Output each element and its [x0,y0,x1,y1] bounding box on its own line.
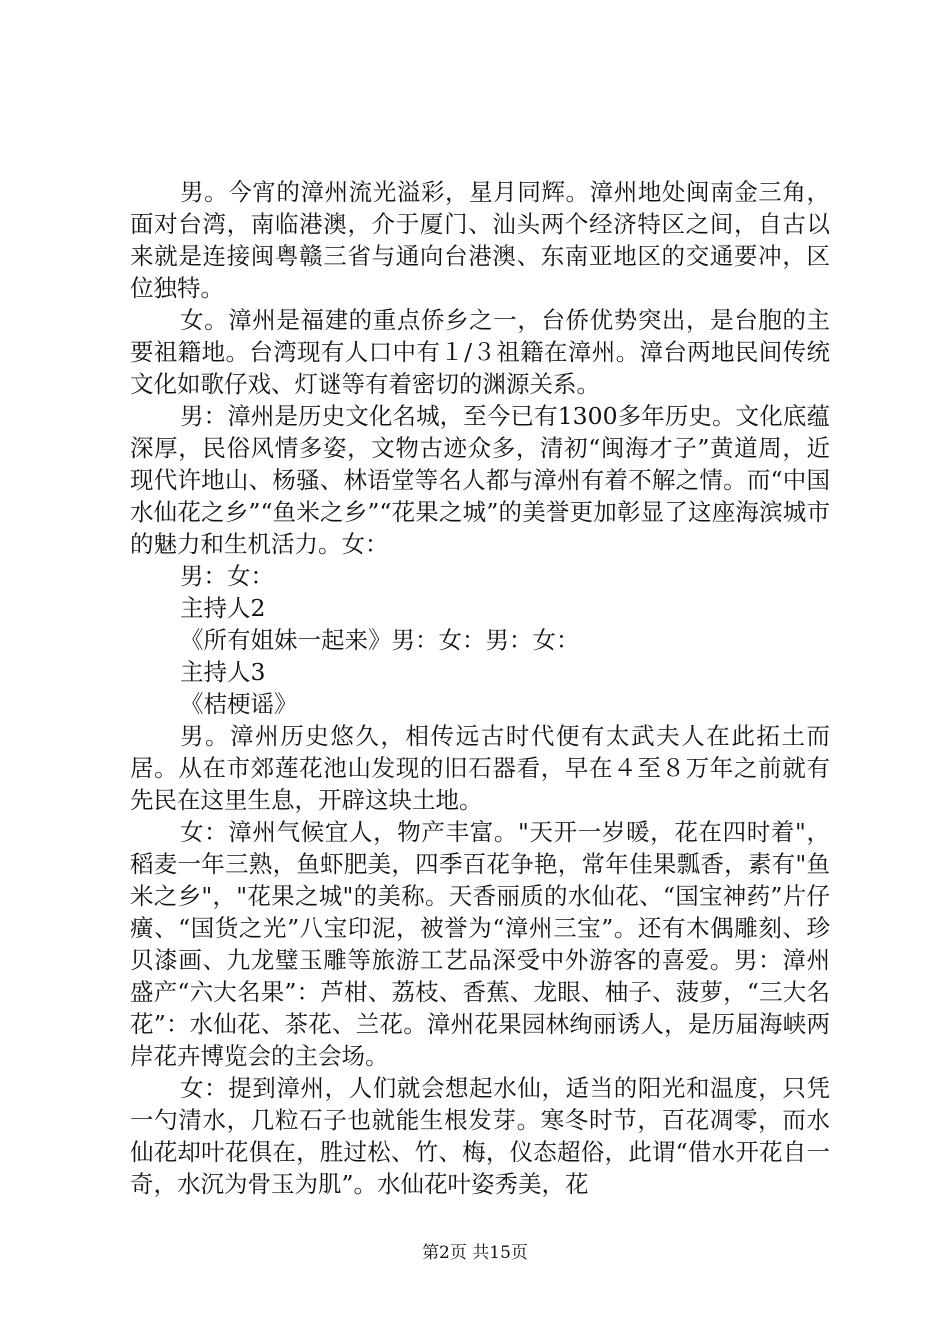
paragraph-4: 男：女： [180,562,274,590]
paragraph-2: 女。漳州是福建的重点侨乡之一，台侨优势突出，是台胞的主要祖籍地。台湾现有人口中有１/３祖籍在漳州。漳台两地民间传统文化如歌仔戏、灯谜等有着密切的渊源关系。 [130,306,830,398]
paragraph-1: 男。今宵的漳州流光溢彩，星月同辉。漳州地处闽南金三角，面对台湾，南临港澳，介于厦门、汕头两个经济特区之间，自古以来就是连接闽粤赣三省与通向台港澳、东南亚地区的交通要冲，区位独特。 [130,178,830,302]
page-footer: 第2页 共15页 [422,1243,528,1263]
host-heading-2: 主持人2 [180,594,266,622]
document-body [130,176,830,1200]
program-line: 《所有姐妹一起来》男：女：男：女： [180,626,580,654]
paragraph-3: 男：漳州是历史文化名城，至今已有1300多年历史。文化底蕴深厚，民俗风情多姿，文物古迹众多，清初“闽海才子”黄道周，近现代许地山、杨骚、林语堂等名人都与漳州有着不解之情。而“中国水仙花之乡”“鱼米之乡”“花果之城”的美誉更加彰显了这座海滨城市的魅力和生机活力。女： [130,402,830,558]
program-title: 《桔梗谣》 [180,690,298,718]
host-heading-3: 主持人3 [180,658,266,686]
paragraph-10: 女：漳州气候宜人，物产丰富。"天开一岁暖，花在四时着"，稻麦一年三熟，鱼虾肥美，四季百花争艳，常年佳果瓢香，素有"鱼米之乡"，"花果之城"的美称。天香丽质的水仙花、“国宝神药”片仔癀、“国货之光”八宝印泥，被誉为“漳州三宝”。还有木偶雕刻、珍贝漆画、九龙璧玉雕等旅游工艺品深受中外游客的喜爱。男：漳州盛产“六大名果”：芦柑、荔枝、香蕉、龙眼、柚子、菠萝，“三大名花”：水仙花、茶花、兰花。漳州花果园林绚丽诱人，是历届海峡两岸花卉博览会的主会场。 [130,818,830,1070]
paragraph-11: 女：提到漳州，人们就会想起水仙，适当的阳光和温度，只凭一勺清水，几粒石子也就能生根发芽。寒冬时节，百花凋零，而水仙花却叶花俱在，胜过松、竹、梅，仪态超俗，此谓“借水开花自一奇，水沉为骨玉为肌”。水仙花叶姿秀美，花 [130,1074,830,1198]
paragraph-9: 男。漳州历史悠久，相传远古时代便有太武夫人在此拓土而居。从在市郊莲花池山发现的旧石器看，早在４至８万年之前就有先民在这里生息，开辟这块土地。 [130,722,830,814]
